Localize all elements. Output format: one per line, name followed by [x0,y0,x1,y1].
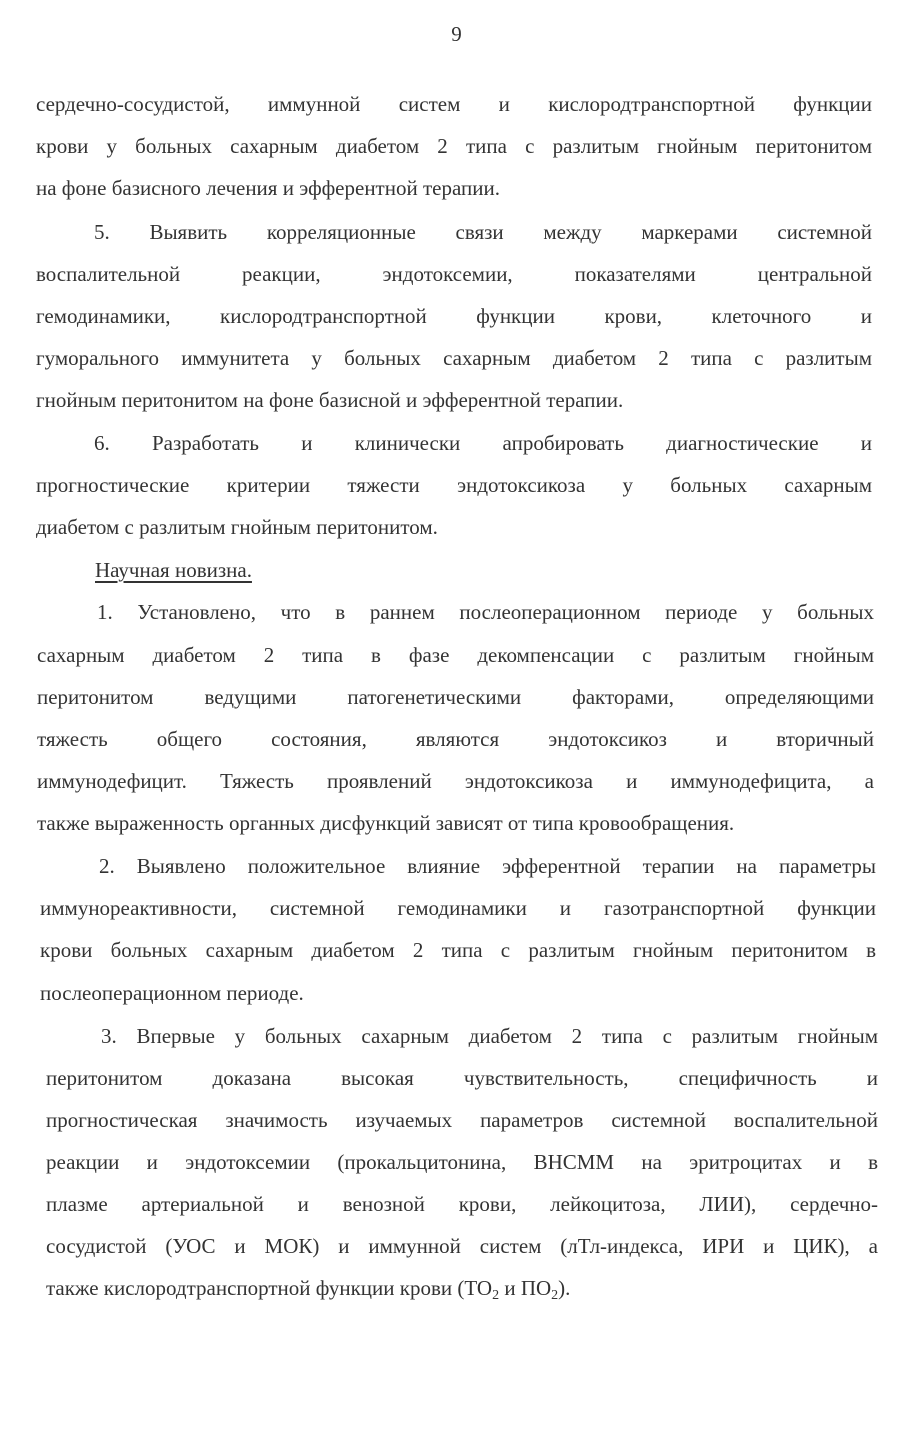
text-line: послеоперационном периоде. [40,981,304,1005]
text-line: гнойным перитонитом на фоне базисной и эфферентной терапии. [36,388,624,412]
text-line: перитонитом доказана высокая чувствительность, специфичность и [46,1066,878,1090]
text-line: тяжесть общего состояния, являются эндотоксикоз и вторичный [37,727,874,751]
text-segment: ). [558,1276,571,1300]
text-line: сахарным диабетом 2 типа в фазе декомпенсации с разлитым гнойным [37,643,874,667]
page-number: 9 [451,22,462,46]
text-line: крови у больных сахарным диабетом 2 типа с разлитым гнойным перитонитом [36,134,872,158]
text-line: 5. Выявить корреляционные связи между маркерами системной [94,220,872,244]
text-line: воспалительной реакции, эндотоксемии, показателями центральной [36,262,872,286]
text-line: гуморального иммунитета у больных сахарным диабетом 2 типа с разлитым [36,346,872,370]
section-heading: Научная новизна. [95,558,252,582]
text-line: диабетом с разлитым гнойным перитонитом. [36,515,438,539]
text-segment: и ПО [499,1276,552,1300]
text-line: также выраженность органных дисфункций зависят от типа кровообращения. [37,811,735,835]
text-line: плазме артериальной и венозной крови, лейкоцитоза, ЛИИ), сердечно- [46,1192,878,1216]
text-line: гемодинамики, кислородтранспортной функции крови, клеточного и [36,304,872,328]
text-line: сердечно-сосудистой, иммунной систем и кислородтранспортной функции [36,92,872,116]
text-line: иммунореактивности, системной гемодинамики и газотранспортной функции [40,896,876,920]
subscript: 2 [551,1288,559,1303]
text-line: 6. Разработать и клинически апробировать диагностические и [94,431,872,455]
text-line: 1. Установлено, что в раннем послеоперационном периоде у больных [97,600,874,624]
text-line: сосудистой (УОС и МОК) и иммунной систем (лТл-индекса, ИРИ и ЦИК), а [46,1234,878,1258]
text-line: на фоне базисного лечения и эфферентной терапии. [36,176,500,200]
text-line: прогностическая значимость изучаемых параметров системной воспалительной [46,1108,878,1132]
text-line: 2. Выявлено положительное влияние эфферентной терапии на параметры [99,854,876,878]
text-line: крови больных сахарным диабетом 2 типа с разлитым гнойным перитонитом в [40,938,876,962]
text-line: реакции и эндотоксемии (прокальцитонина, ВНСММ на эритроцитах и в [46,1150,878,1174]
text-segment: также кислородтранспортной функции крови (ТО [46,1276,493,1300]
text-line: прогностические критерии тяжести эндотоксикоза у больных сахарным [36,473,872,497]
text-line: 3. Впервые у больных сахарным диабетом 2 типа с разлитым гнойным [101,1024,878,1048]
subscript: 2 [492,1288,500,1303]
text-line-with-subscripts [46,1274,570,1302]
text-line: иммунодефицит. Тяжесть проявлений эндотоксикоза и иммунодефицита, а [37,769,874,793]
text-line: перитонитом ведущими патогенетическими факторами, определяющими [37,685,874,709]
